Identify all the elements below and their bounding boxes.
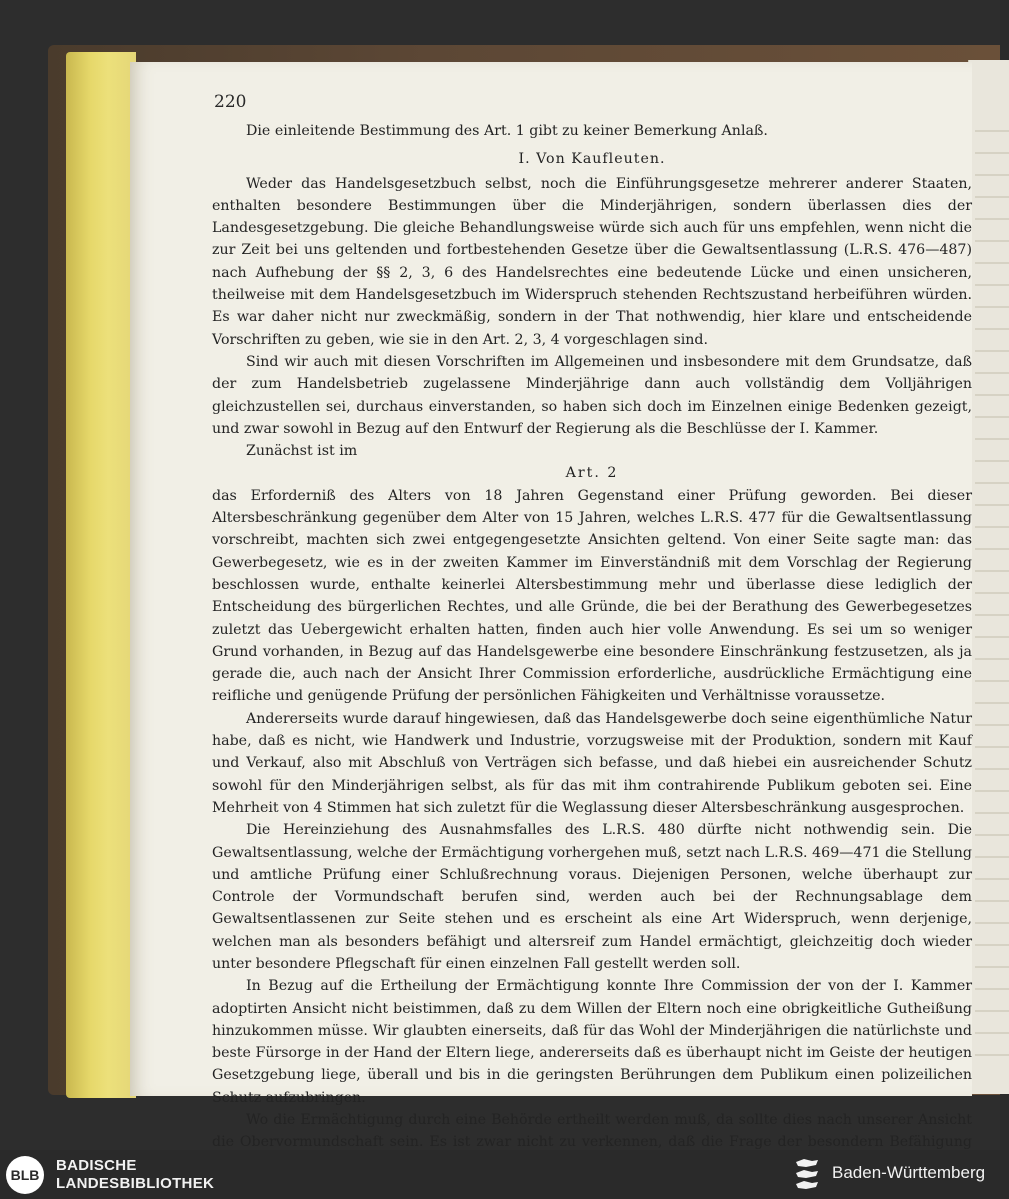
ghost-line	[975, 328, 1009, 330]
paragraph: Die Hereinziehung des Ausnahmsfalles des L.R.S. 480 dürfte nicht nothwendig sein. Die Gewaltsentlassung, welche der Ermächtigung vorhergehen muß, setzt nach L.R.S. 469—471 die Stellung und amtliche Prüfung einer Schlußrechnung voraus. Diejenigen Personen, welche überhaupt zur Controle der Vormundschaft berufen sind, werden auch bei der Rechnungsablage dem Gewaltsentlassenen zur Seite stehen und es erscheint als eine Art Widerspruch, wenn derjenige, welchen man als besonders befähigt und altersreif zum Handel ermächtigt, gleichzeitig doch wieder unter besondere Pflegschaft für einen einzelnen Fall gestellt werden soll.	[212, 822, 972, 972]
ghost-line	[975, 988, 1009, 990]
bw-lions-icon[interactable]	[792, 1156, 822, 1194]
ghost-line	[975, 680, 1009, 682]
ghost-line	[975, 218, 1009, 220]
ghost-line	[975, 306, 1009, 308]
library-name-line2: LANDESBIBLIOTHEK	[56, 1175, 215, 1192]
ghost-line	[975, 240, 1009, 242]
ghost-line	[975, 416, 1009, 418]
ghost-line	[975, 724, 1009, 726]
next-page-edge	[968, 60, 1009, 1094]
page-number: 220	[214, 92, 247, 112]
library-name-line1: BADISCHE	[56, 1157, 137, 1174]
ghost-line	[975, 812, 1009, 814]
ghost-line	[975, 922, 1009, 924]
ghost-line	[975, 746, 1009, 748]
ghost-line	[975, 790, 1009, 792]
ghost-line	[975, 658, 1009, 660]
ghost-line	[975, 834, 1009, 836]
article-heading: Art. 2	[565, 465, 619, 482]
ghost-line	[975, 702, 1009, 704]
ghost-line	[975, 438, 1009, 440]
paragraph: Zunächst ist im	[246, 443, 358, 460]
ghost-line	[975, 900, 1009, 902]
ghost-line	[975, 130, 1009, 132]
ghost-line	[975, 482, 1009, 484]
ghost-line	[975, 944, 1009, 946]
baden-wuerttemberg-label[interactable]: Baden-Württemberg	[832, 1163, 986, 1182]
ghost-line	[975, 262, 1009, 264]
book-page	[130, 62, 972, 1151]
page-text	[212, 120, 972, 1176]
ghost-line	[975, 394, 1009, 396]
ghost-line	[975, 372, 1009, 374]
paragraph: Weder das Handelsgesetzbuch selbst, noch die Einführungsgesetze mehrerer anderer Staaten, enthalten besondere Bestimmungen über die Minderjährigen, sondern überlassen dies der Landesgesetzgebung. Die gleiche Behandlungsweise würde sich auch für uns empfehlen, wenn nicht die zur Zeit bei uns geltenden und fortbestehenden Gesetze über die Gewaltsentlassung (L.R.S. 476—487) nach Aufhebung der §§ 2, 3, 6 des Handelsrechtes eine bedeutende Lücke und einen unsicheren, theilweise mit dem Handelsgesetzbuch im Widerspruch stehenden Rechtszustand herbeiführen würden. Es war daher nicht nur zweckmäßig, sondern in der That nothwendig, hier klare und entscheidende Vorschriften zu geben, wie sie in den Art. 2, 3, 4 vorgeschlagen sind.	[212, 175, 972, 348]
ghost-line	[975, 460, 1009, 462]
ghost-line	[975, 636, 1009, 638]
ghost-line	[975, 592, 1009, 594]
paragraph: Andererseits wurde darauf hingewiesen, daß das Handelsgewerbe doch seine eigenthümliche Natur habe, daß es nicht, wie Handwerk und Industrie, vorzugsweise mit der Produktion, sondern mit Kauf und Verkauf, also mit Abschluß von Verträgen sich befasse, und daß hiebei ein ausreichender Schutz sowohl für den Minderjährigen selbst, als für das mit ihm contrahirende Publikum geboten sei. Eine Mehrheit von 4 Stimmen hat sich zuletzt für die Weglassung dieser Altersbeschränkung ausgesprochen.	[212, 710, 972, 816]
paragraph: Die einleitende Bestimmung des Art. 1 gibt zu keiner Bemerkung Anlaß.	[246, 123, 768, 139]
ghost-line	[975, 878, 1009, 880]
ghost-line	[975, 768, 1009, 770]
paragraph: das Erforderniß des Alters von 18 Jahren Gegenstand einer Prüfung geworden. Bei dieser Altersbeschränkung gegenüber dem Alter von 15 Jahren, welches L.R.S. 477 für die Gewaltsentlassung vorschreibt, machten sich zwei entgegengesetzte Ansichten geltend. Von einer Seite sagte man: das Gewerbegesetz, wie es in der zweiten Kammer im Einverständniß mit dem Vorschlag der Regierung beschlossen wurde, enthalte keinerlei Altersbestimmung mehr und überlasse diese lediglich der Entscheidung des bürgerlichen Rechtes, und alle Gründe, die bei der Berathung des Gewerbegesetzes zuletzt das Uebergewicht erhalten hatten, finden auch hier volle Anwendung. Es sei um so weniger Grund vorhanden, in Bezug auf das Handelsgewerbe eine besondere Einschränkung festzusetzen, als ja gerade die, auch nach der Ansicht Ihrer Commission erforderliche, ausdrückliche Ermächtigung eine reifliche und genügende Prüfung der persönlichen Fähigkeiten und Verhältnisse voraussetze.	[212, 487, 972, 705]
ghost-line	[975, 350, 1009, 352]
ghost-line	[975, 856, 1009, 858]
ghost-line	[975, 570, 1009, 572]
section-heading: I. Von Kaufleuten.	[518, 151, 666, 168]
ghost-line	[975, 152, 1009, 154]
ghost-line	[975, 1010, 1009, 1012]
footer-bar	[0, 1150, 1000, 1199]
ghost-line	[975, 614, 1009, 616]
ghost-line	[975, 504, 1009, 506]
paragraph: Wo die Ermächtigung durch eine Behörde ertheilt werden muß, da sollte dies nach unserer Ansicht die Obervormundschaft sein. Es ist zwar nicht zu verkennen, daß die Frage der besondern Befähigung	[212, 1112, 972, 1151]
ghost-line	[975, 1054, 1009, 1056]
library-name[interactable]	[56, 1157, 214, 1193]
page-edge	[66, 52, 136, 1098]
ghost-line	[975, 548, 1009, 550]
ghost-line	[975, 1032, 1009, 1034]
ghost-line	[975, 526, 1009, 528]
ghost-line	[975, 284, 1009, 286]
ghost-line	[975, 196, 1009, 198]
ghost-line	[975, 174, 1009, 176]
paragraph: In Bezug auf die Ertheilung der Ermächtigung konnte Ihre Commission der von der I. Kammer adoptirten Ansicht nicht beistimmen, daß zu dem Willen der Eltern noch eine obrigkeitliche Gutheißung hinzukommen müsse. Wir glaubten einerseits, daß für das Wohl der Minderjährigen die natürlichste und beste Fürsorge in der Hand der Eltern liege, andererseits daß es überhaupt nicht im Geiste der heutigen Gesetzgebung liege, überall und bis in die geringsten Berührungen dem Publikum einen polizeilichen Schutz aufzubringen.	[212, 978, 972, 1106]
paragraph: Sind wir auch mit diesen Vorschriften im Allgemeinen und insbesondere mit dem Grundsatze, daß der zum Handelsbetrieb zugelassene Minderjährige dann auch vollständig dem Volljährigen gleichzustellen sei, durchaus einverstanden, so haben sich doch im Einzelnen einige Bedenken gezeigt, und zwar sowohl in Bezug auf den Entwurf der Regierung als die Beschlüsse der I. Kammer.	[212, 353, 972, 437]
blb-logo[interactable]: BLB	[6, 1156, 44, 1194]
ghost-line	[975, 966, 1009, 968]
